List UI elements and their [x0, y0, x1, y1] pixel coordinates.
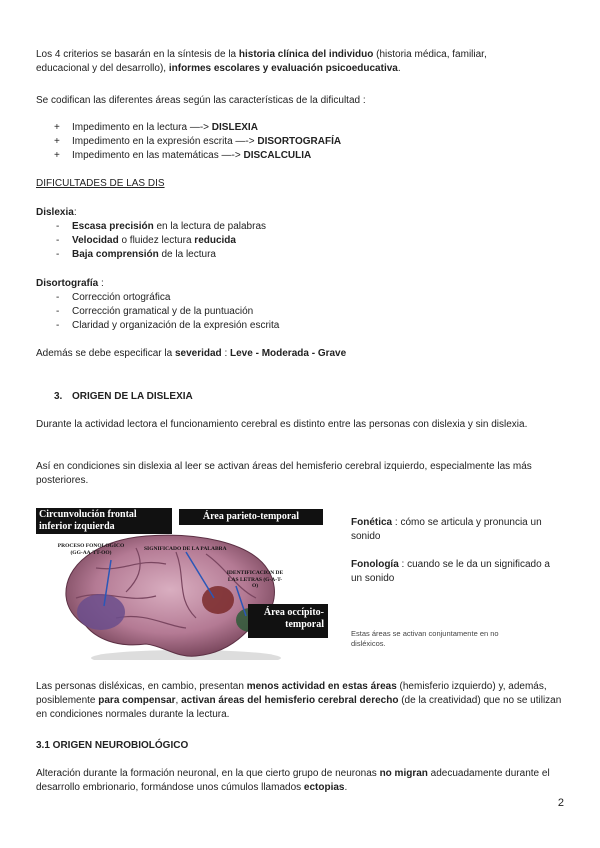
page-number: 2 — [557, 797, 564, 809]
item-text: Corrección gramatical y de la puntuación — [72, 306, 254, 317]
item-text: o fluidez lectura — [118, 235, 195, 246]
item-text: Claridad y organización de la expresión escrita — [72, 320, 280, 331]
bullet-item — [36, 149, 566, 163]
bullet-item — [36, 135, 566, 149]
fonetica-definition — [351, 516, 551, 544]
frontal-area — [77, 594, 125, 630]
dyslexic-paragraph — [36, 680, 566, 722]
intro-text: (historia médica, familiar, — [373, 49, 487, 60]
fonetica-term: Fonética — [351, 517, 393, 528]
dislexia-title — [36, 206, 566, 220]
para-text: (hemisferio izquierdo) y, además, posiblemente — [36, 681, 547, 706]
para-text: adecuadamente durante el desarrollo embrionario, formándose unos cúmulos llamados — [36, 768, 550, 793]
intro-text: . — [397, 63, 401, 74]
occipital-label: Área occípito-temporal — [248, 604, 328, 638]
para-bold: menos actividad en estas áreas — [246, 681, 397, 692]
para-text: , — [175, 695, 182, 706]
item-text: Corrección ortográfica — [72, 292, 171, 303]
frontal-label: Circunvolución frontal inferior izquierda — [36, 508, 172, 534]
disortografia-item — [36, 291, 566, 305]
severity-levels: Leve - Moderada - Grave — [230, 348, 347, 359]
para-text: (de la creatividad) que no se utilizan en condiciones normales durante la lectura. — [36, 695, 562, 720]
section-heading-3-1: 3.1 ORIGEN NEUROBIOLÓGICO — [36, 740, 189, 751]
heading-title: ORIGEN DE LA DISLEXIA — [72, 391, 193, 402]
dash-marker: - — [56, 320, 60, 331]
intro-paragraph — [36, 48, 566, 76]
severity-text: : — [221, 348, 231, 359]
bullet-text: Impedimento en las matemáticas —-> — [72, 150, 244, 161]
bullet-bold: DISORTOGRAFÍA — [257, 136, 342, 147]
intro-text: Los 4 criterios se basarán en la síntesis de la — [36, 49, 239, 60]
disortografia-item — [36, 319, 566, 333]
disortografia-title — [36, 277, 566, 291]
dislexia-item — [36, 248, 566, 262]
bullet-marker: + — [54, 150, 60, 161]
item-bold: reducida — [194, 235, 236, 246]
heading-number: 3. — [54, 391, 63, 402]
neuro-paragraph — [36, 767, 566, 795]
bullet-marker: + — [54, 136, 60, 147]
intro-bold-history: historia clínica del individuo — [238, 49, 374, 60]
bullet-bold: DISLEXIA — [211, 122, 258, 133]
intro-bold-reports: informes escolares y evaluación psicoeducativa — [168, 63, 398, 74]
severity-text: Además se debe especificar la — [36, 348, 175, 359]
dash-marker: - — [56, 235, 60, 246]
disortografia-label: Disortografía — [36, 278, 99, 289]
bullet-bold: DISCALCULIA — [243, 150, 312, 161]
parietal-label: Área parieto-temporal — [179, 509, 323, 525]
dislexia-label: Dislexia — [36, 207, 74, 218]
dislexia-item — [36, 220, 566, 234]
origin-paragraph-2: Así en condiciones sin dislexia al leer se activan áreas del hemisferio cerebral izquierdo, especialmente las más posteriores. — [36, 461, 532, 486]
severity-paragraph — [36, 347, 566, 361]
dislexia-item — [36, 234, 566, 248]
severity-bold: severidad — [174, 348, 222, 359]
para-bold: no migran — [379, 768, 428, 779]
brain-figure — [36, 508, 328, 660]
fonologia-text: : cuando se le da un significado a un sonido — [351, 559, 550, 584]
word-meaning-label: SIGNIFICADO DE LA PALABRA — [144, 546, 227, 552]
fonologia-definition — [351, 558, 551, 586]
para-bold: activan áreas del hemisferio cerebral derecho — [181, 695, 399, 706]
bullet-text: Impedimento en la expresión escrita —-> — [72, 136, 258, 147]
fonologia-term: Fonología — [351, 559, 399, 570]
dash-marker: - — [56, 249, 60, 260]
disortografia-item — [36, 305, 566, 319]
parietal-area — [202, 586, 234, 614]
letter-id-label: IDENTIFICACION DE LAS LETRAS (G-A-T-O) — [226, 570, 284, 589]
disortografia-colon: : — [98, 278, 104, 289]
fonetica-text: : cómo se articula y pronuncia un sonido — [351, 517, 542, 542]
para-text: Las personas disléxicas, en cambio, presentan — [36, 681, 247, 692]
intro-text: educacional y del desarrollo), — [36, 63, 169, 74]
origin-paragraph-1: Durante la actividad lectora el funcionamiento cerebral es distinto entre las personas con dislexia y sin dislexia. — [36, 419, 528, 430]
codify-paragraph: Se codifican las diferentes áreas según las características de la dificultad : — [36, 95, 366, 106]
dash-marker: - — [56, 221, 60, 232]
dash-marker: - — [56, 292, 60, 303]
bullet-text: Impedimento en la lectura —-> — [72, 122, 212, 133]
bullet-item — [36, 121, 566, 135]
item-text: en la lectura de palabras — [153, 221, 267, 232]
dislexia-colon: : — [73, 207, 77, 218]
para-bold: para compensar — [98, 695, 176, 706]
item-bold: Velocidad — [72, 235, 119, 246]
item-bold: Baja comprensión — [72, 249, 159, 260]
item-text: de la lectura — [158, 249, 216, 260]
phonological-label: PROCESO FONOLOGICO (GG-AA-TT-OO) — [57, 543, 125, 556]
para-text: Alteración durante la formación neuronal, en la que cierto grupo de neuronas — [36, 768, 380, 779]
figure-note: Estas áreas se activan conjuntamente en no disléxicos. — [351, 629, 499, 648]
dash-marker: - — [56, 306, 60, 317]
bullet-marker: + — [54, 122, 60, 133]
para-text: . — [344, 782, 348, 793]
item-bold: Escasa precisión — [72, 221, 154, 232]
section-title: DIFICULTADES DE LAS DIS — [36, 178, 165, 189]
para-bold: ectopias — [303, 782, 345, 793]
